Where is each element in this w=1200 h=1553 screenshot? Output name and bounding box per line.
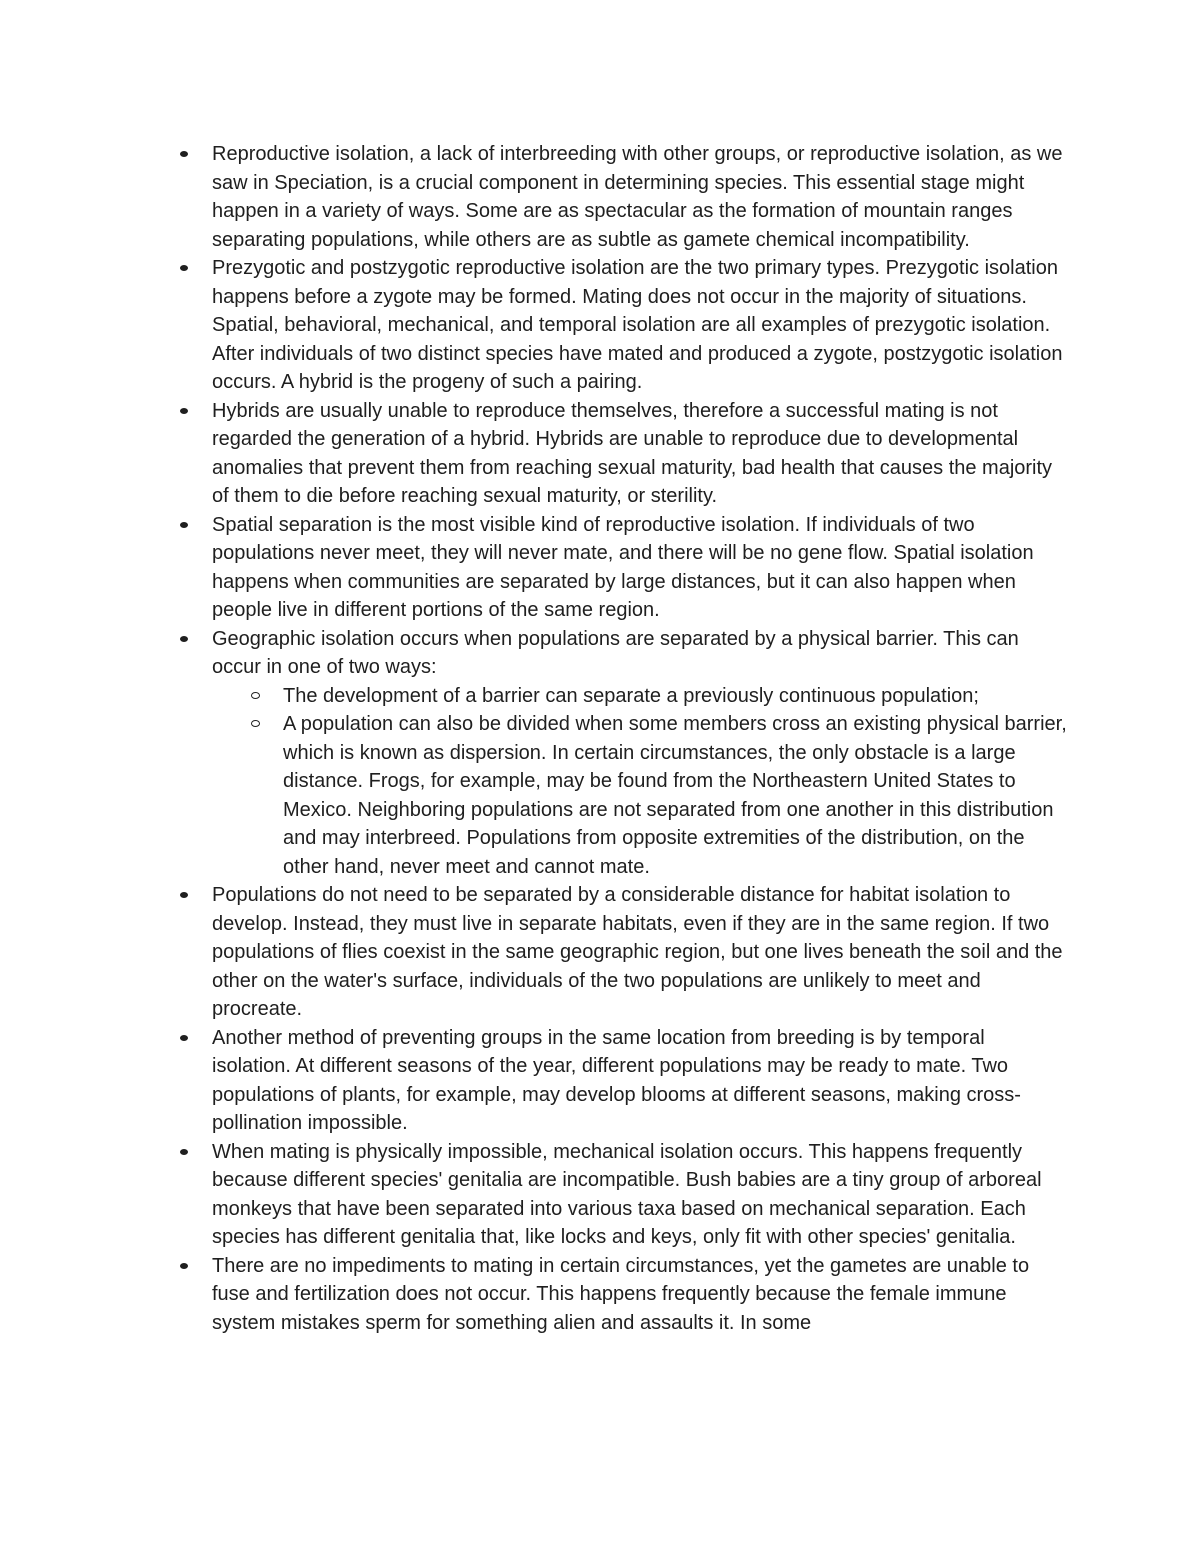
list-item-text: Spatial separation is the most visible kind of reproductive isolation. If individuals of two populations never meet, they will never mate, and there will be no gene flow. Spatial isolation happens when communities are separated by large distances, but it can also happen when people live in different portions of the same region.	[212, 513, 1034, 621]
bullet-icon	[180, 1263, 188, 1269]
list-item	[212, 511, 1067, 625]
list-item	[212, 1138, 1067, 1252]
bullet-icon	[180, 636, 188, 642]
list-item-text: Geographic isolation occurs when populations are separated by a physical barrier. This can occur in one of two ways:	[212, 627, 1019, 678]
bullet-icon	[180, 151, 188, 157]
sub-bullet-list	[212, 682, 1067, 882]
circle-bullet-icon	[251, 692, 260, 699]
list-item	[212, 1252, 1067, 1338]
list-item	[212, 397, 1067, 511]
bullet-icon	[180, 408, 188, 414]
list-item-text: Reproductive isolation, a lack of interbreeding with other groups, or reproductive isolation, as we saw in Speciation, is a crucial component in determining species. This essential stage might happen in a variety of ways. Some are as spectacular as the formation of mountain ranges separating populations, while others are as subtle as gamete chemical incompatibility.	[212, 143, 1063, 251]
bullet-list	[212, 140, 1067, 1337]
list-item	[212, 140, 1067, 254]
list-item-text: There are no impediments to mating in certain circumstances, yet the gametes are unable to fuse and fertilization does not occur. This happens frequently because the female immune system mistakes sperm for something alien and assaults it. In some	[212, 1254, 1030, 1334]
bullet-icon	[180, 892, 188, 898]
list-item	[212, 881, 1067, 1024]
sub-list-item	[283, 710, 1067, 881]
bullet-icon	[180, 265, 188, 271]
bullet-icon	[180, 1035, 188, 1041]
list-item-text: Populations do not need to be separated by a considerable distance for habitat isolation to develop. Instead, they must live in separate habitats, even if they are in the same region. If two populations of flies coexist in the same geographic region, but one lives beneath the soil and the other on the water's surface, individuals of the two populations are unlikely to meet and procreate.	[212, 884, 1063, 1020]
sub-list-item-text: A population can also be divided when some members cross an existing physical barrier, which is known as dispersion. In certain circumstances, the only obstacle is a large distance. Frogs, for example, may be found from the Northeastern United States to Mexico. Neighboring populations are not separated from one another in this distribution and may interbreed. Populations from opposite extremities of the distribution, on the other hand, never meet and cannot mate.	[283, 713, 1067, 878]
list-item-text: Prezygotic and postzygotic reproductive isolation are the two primary types. Prezygotic isolation happens before a zygote may be formed. Mating does not occur in the majority of situations. Spatial, behavioral, mechanical, and temporal isolation are all examples of prezygotic isolation. After individuals of two distinct species have mated and produced a zygote, postzygotic isolation occurs. A hybrid is the progeny of such a pairing.	[212, 257, 1063, 393]
bullet-icon	[180, 1149, 188, 1155]
list-item-text: Another method of preventing groups in the same location from breeding is by temporal isolation. At different seasons of the year, different populations may be ready to mate. Two populations of plants, for example, may develop blooms at different seasons, making cross-pollination impossible.	[212, 1026, 1021, 1134]
list-item-text: When mating is physically impossible, mechanical isolation occurs. This happens frequently because different species' genitalia are incompatible. Bush babies are a tiny group of arboreal monkeys that have been separated into various taxa based on mechanical separation. Each species has different genitalia that, like locks and keys, only fit with other species' genitalia.	[212, 1140, 1042, 1248]
list-item	[212, 254, 1067, 397]
sub-list-item	[283, 682, 1067, 711]
list-item-text: Hybrids are usually unable to reproduce themselves, therefore a successful mating is not regarded the generation of a hybrid. Hybrids are unable to reproduce due to developmental anomalies that prevent them from reaching sexual maturity, bad health that causes the majority of them to die before reaching sexual maturity, or sterility.	[212, 399, 1053, 507]
list-item	[212, 1024, 1067, 1138]
list-item	[212, 625, 1067, 882]
sub-list-item-text: The development of a barrier can separate a previously continuous population;	[283, 684, 979, 707]
circle-bullet-icon	[251, 720, 260, 727]
bullet-icon	[180, 522, 188, 528]
